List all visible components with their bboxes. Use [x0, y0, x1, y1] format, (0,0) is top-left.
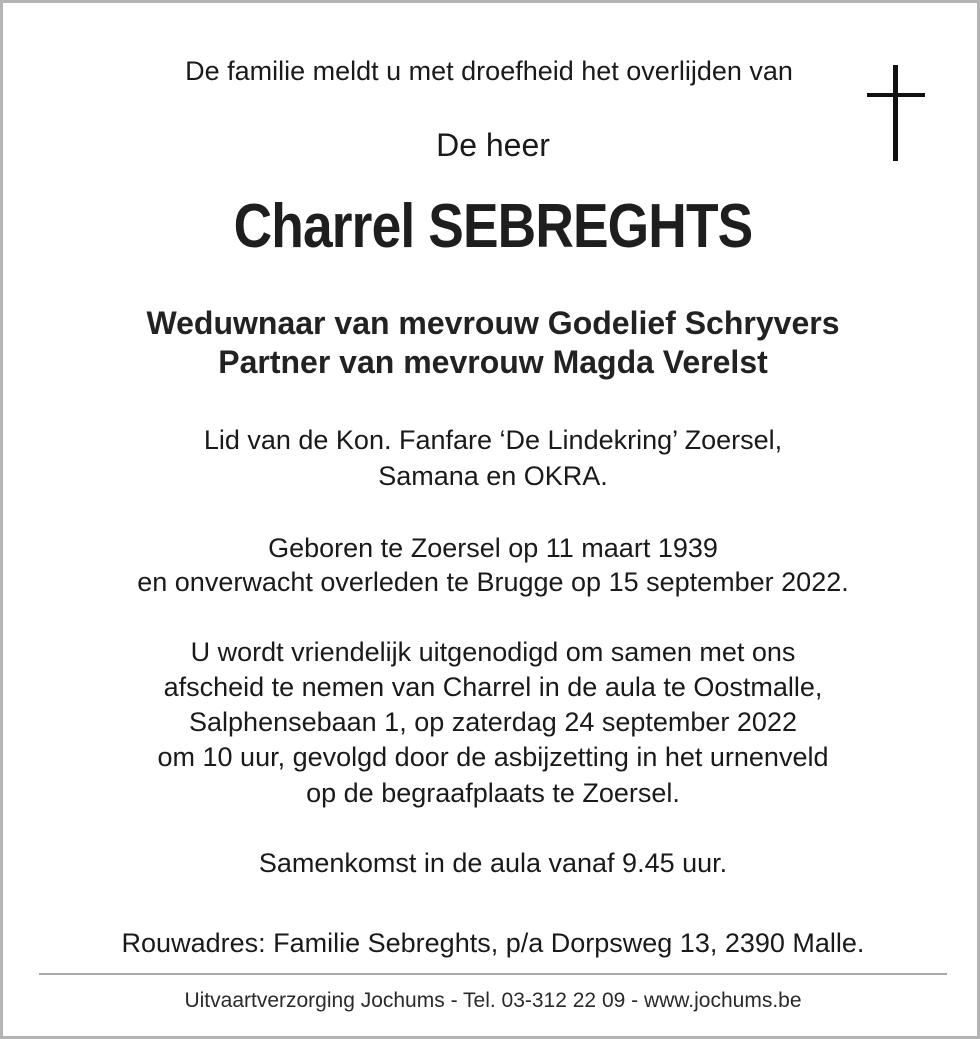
mourning-address: Rouwadres: Familie Sebreghts, p/a Dorpsweg 13, 2390 Malle.	[121, 928, 865, 958]
relation-partner: Partner van mevrouw Magda Verelst	[218, 344, 768, 380]
death-info: en onverwacht overleden te Brugge op 15 september 2022.	[137, 567, 849, 597]
gathering-info: Samenkomst in de aula vanaf 9.45 uur.	[258, 848, 728, 878]
membership-line: Lid van de Kon. Fanfare ‘De Lindekring’ Zoersel,	[203, 425, 783, 455]
salutation: De heer	[436, 127, 550, 163]
invitation-line: op de begraafplaats te Zoersel.	[306, 778, 680, 808]
relation-widower: Weduwnaar van mevrouw Godelief Schryvers	[146, 305, 840, 341]
divider	[39, 973, 947, 975]
birth-info: Geboren te Zoersel op 11 maart 1939	[268, 533, 718, 563]
invitation-line: U wordt vriendelijk uitgenodigd om samen met ons	[190, 637, 796, 667]
funeral-home-footer: Uitvaartverzorging Jochums - Tel. 03-312 22 09 - www.jochums.be	[184, 989, 802, 1012]
invitation-line: om 10 uur, gevolgd door de asbijzetting in het urnenveld	[157, 742, 829, 772]
invitation-line: Salphensebaan 1, op zaterdag 24 september 2022	[189, 707, 797, 737]
invitation-line: afscheid te nemen van Charrel in de aula te Oostmalle,	[163, 672, 823, 702]
intro-text: De familie meldt u met droefheid het overlijden van	[185, 56, 793, 86]
membership-line: Samana en OKRA.	[378, 461, 608, 491]
deceased-name: Charrel SEBREGHTS	[233, 192, 753, 261]
